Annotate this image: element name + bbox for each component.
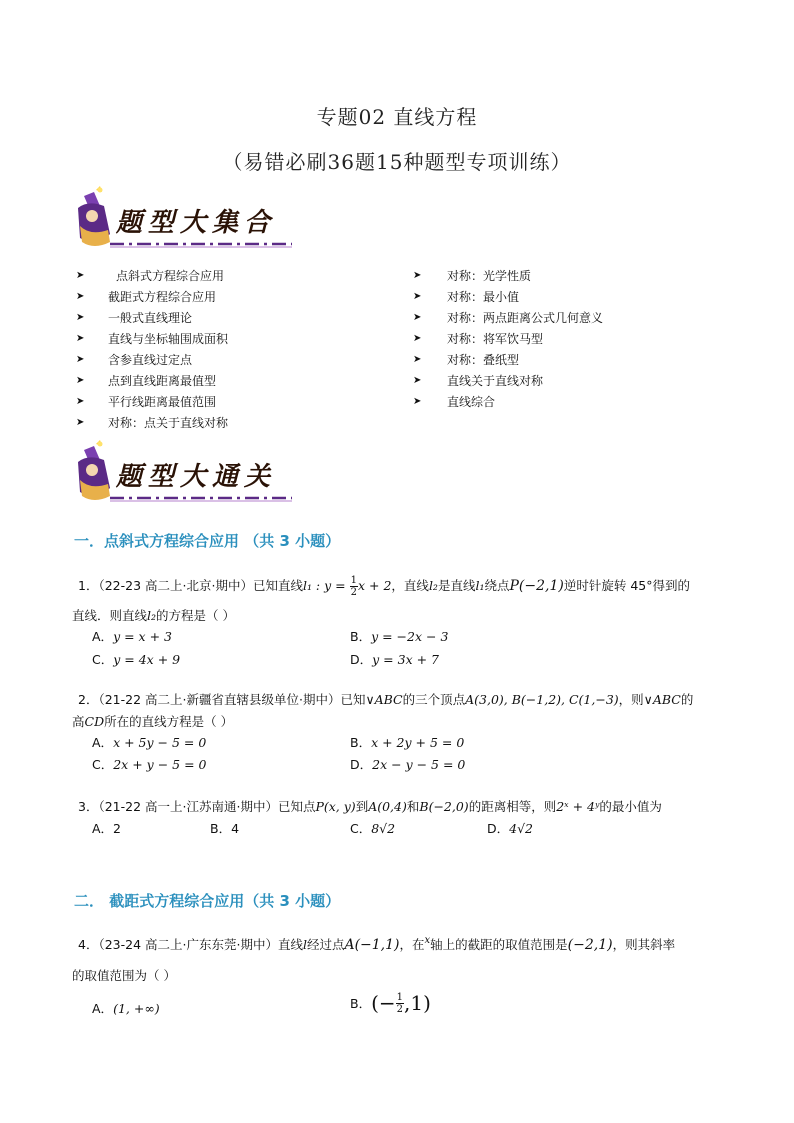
question-2-line2: 高CD所在的直线方程是（ ）	[72, 714, 234, 729]
option-b[interactable]: B．x + 2y + 5 = 0	[350, 735, 465, 750]
arrow-icon: ➤	[76, 354, 85, 365]
question-2: 2．（21-22 高二上·新疆省直辖县级单位·期中）已知∨ABC的三个顶点A(3,0), B(−1,2), C(1,−3)，则∨ABC的	[78, 692, 694, 707]
topic-item: 直线关于直线对称	[447, 374, 544, 388]
topic-item: 含参直线过定点	[108, 353, 193, 367]
option-d[interactable]: D．y = 3x + 7	[350, 652, 439, 667]
question-4-line2: 的取值范围为（ ）	[72, 968, 176, 983]
arrow-icon: ➤	[76, 396, 85, 407]
option-a[interactable]: A．2	[92, 821, 122, 836]
topic-item: 点到直线距离最值型	[108, 374, 217, 388]
option-b[interactable]: B．(− $\frac{1}{2}$ ,1)	[350, 991, 431, 1015]
option-c[interactable]: C．y = 4x + 9	[92, 652, 181, 667]
section-heading: 一．点斜式方程综合应用 （共 3 小题）	[74, 532, 341, 550]
fraction: $\frac{1}{2}$	[350, 575, 357, 598]
page-subtitle: （易错必刷36题15种题型专项训练）	[222, 150, 572, 174]
option-b[interactable]: B．4	[210, 821, 240, 836]
arrow-icon: ➤	[413, 354, 422, 365]
arrow-icon: ➤	[76, 375, 85, 386]
banner-topic-challenge	[70, 440, 300, 510]
arrow-icon: ➤	[413, 333, 422, 344]
arrow-icon: ➤	[413, 396, 422, 407]
arrow-icon: ➤	[413, 291, 422, 302]
option-a[interactable]: A．(1, +∞)	[92, 1001, 160, 1016]
question-3: 3．（21-22 高一上·江苏南通·期中）已知点P(x, y)到A(0,4)和B(−2,0)的距离相等，则2ˣ + 4ʸ的最小值为	[78, 799, 662, 814]
arrow-icon: ➤	[413, 312, 422, 323]
topic-item: 对称：将军饮马型	[447, 332, 544, 346]
topic-item: 对称：最小值	[447, 290, 520, 304]
banner-topic-collection	[70, 186, 300, 256]
option-c[interactable]: C．2x + y − 5 = 0	[92, 757, 207, 772]
arrow-icon: ➤	[413, 270, 422, 281]
topic-item: 对称：点关于直线对称	[108, 416, 229, 430]
topic-item: 点斜式方程综合应用	[116, 269, 225, 283]
arrow-icon: ➤	[76, 417, 85, 428]
topic-item: 一般式直线理论	[108, 311, 193, 325]
option-a[interactable]: A．y = x + 3	[92, 629, 172, 644]
question-4: 4．（23-24 高二上·广东东莞·期中）直线l经过点A(−1,1)，在$^x$轴上的截距的取值范围是(−2,1)，则其斜率	[78, 935, 676, 953]
option-d[interactable]: D．2x − y − 5 = 0	[350, 757, 466, 772]
topic-item: 对称：光学性质	[447, 269, 532, 283]
page-title: 专题02 直线方程	[316, 105, 478, 129]
option-a[interactable]: A．x + 5y − 5 = 0	[92, 735, 207, 750]
fraction: $\frac{1}{2}$	[396, 991, 404, 1015]
arrow-icon: ➤	[76, 270, 85, 281]
question-1-line2: 直线．则直线l₂的方程是（ ）	[72, 608, 236, 623]
topic-item: 对称：叠纸型	[447, 353, 520, 367]
banner-title: 题型大集合	[116, 208, 277, 238]
arrow-icon: ➤	[76, 291, 85, 302]
topic-item: 对称：两点距离公式几何意义	[447, 311, 604, 325]
topic-item: 平行线距离最值范围	[108, 395, 217, 409]
topic-item: 直线综合	[447, 395, 496, 409]
topic-item: 直线与坐标轴围成面积	[108, 332, 229, 346]
topic-item: 截距式方程综合应用	[108, 290, 217, 304]
arrow-icon: ➤	[413, 375, 422, 386]
option-d[interactable]: D．4√2	[487, 821, 534, 836]
arrow-icon: ➤	[76, 333, 85, 344]
option-b[interactable]: B．y = −2x − 3	[350, 629, 449, 644]
section-heading: 二． 截距式方程综合应用（共 3 小题）	[74, 892, 341, 910]
question-1: 1．（22-23 高二上·北京·期中）已知直线l₁ : y = $\frac{1}{2}$ x + 2，直线l₂是直线l₁绕点P(−2,1)逆时针旋转 45°得到的	[78, 575, 690, 598]
arrow-icon: ➤	[76, 312, 85, 323]
option-c[interactable]: C．8√2	[350, 821, 396, 836]
banner-title: 题型大通关	[116, 462, 277, 492]
